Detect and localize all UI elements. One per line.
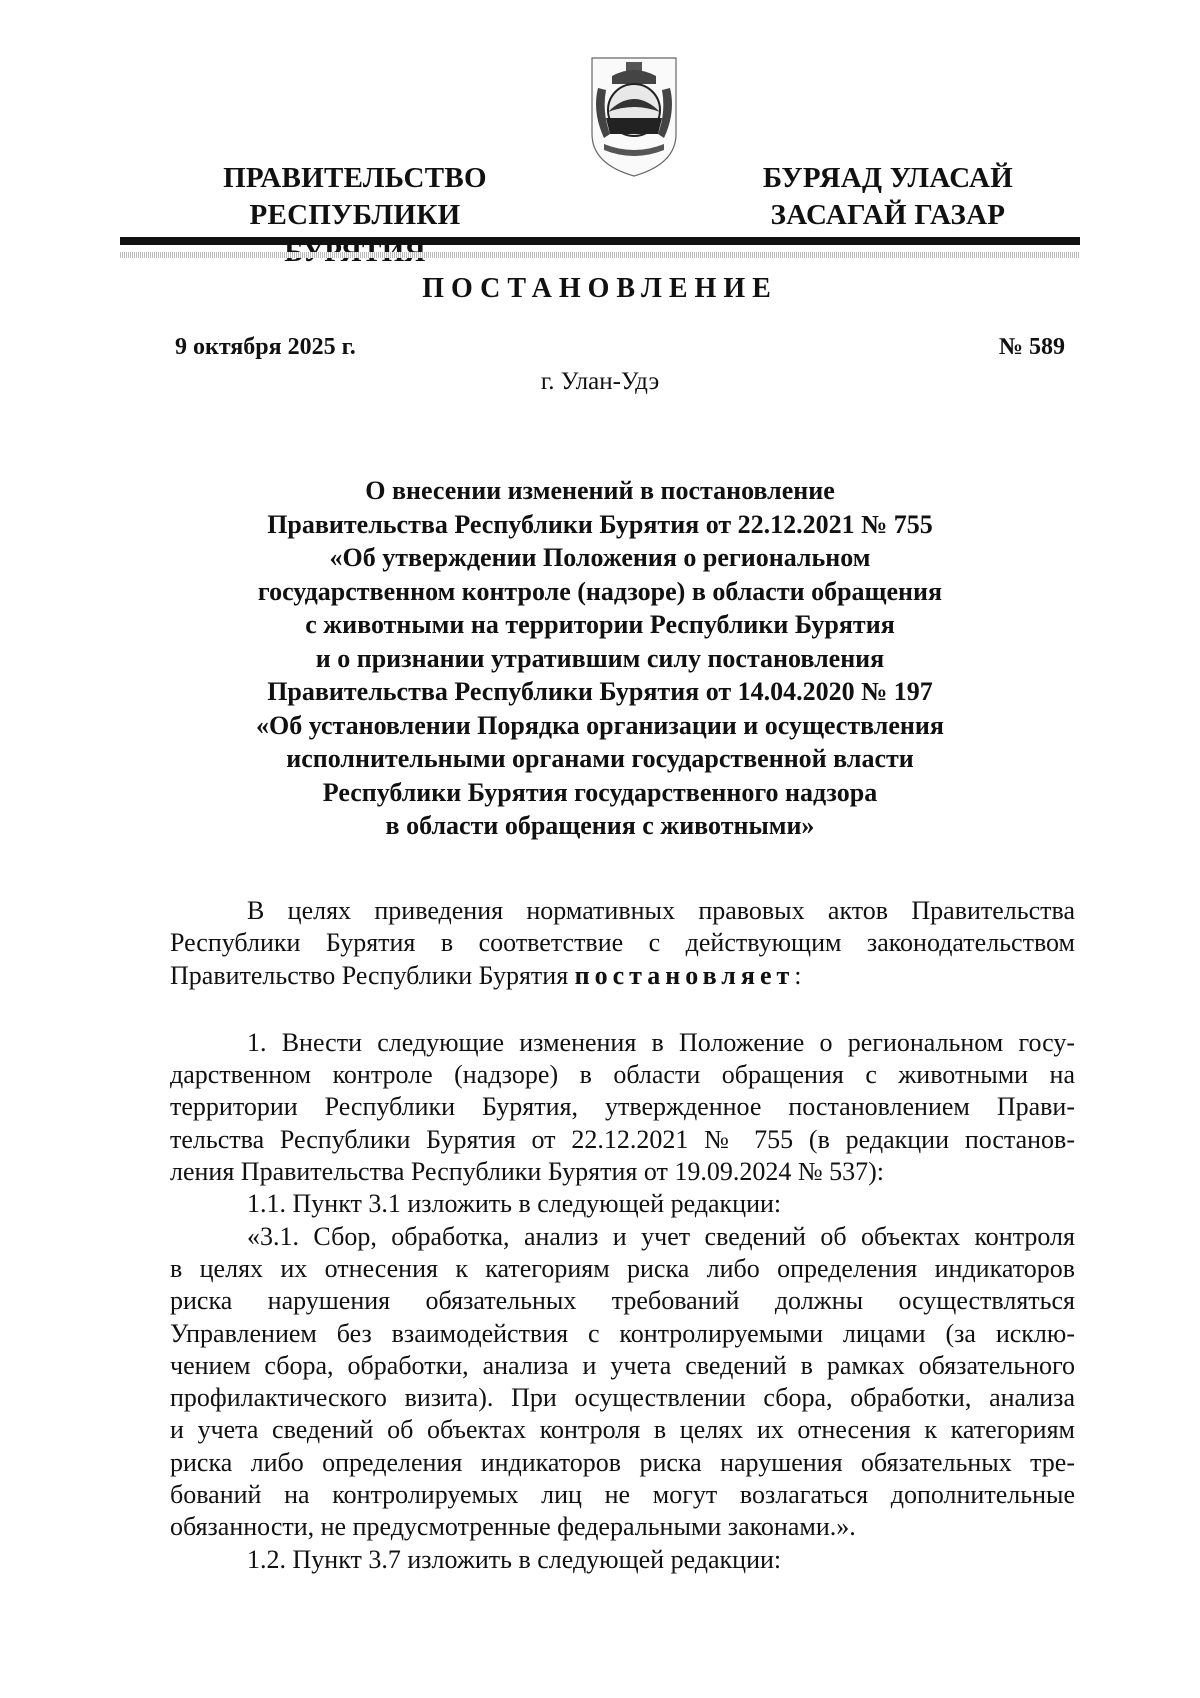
document-number: № 589 bbox=[998, 334, 1065, 360]
item-1-2: 1.2. Пункт 3.7 изложить в следующей редакции: bbox=[247, 1544, 782, 1574]
body-line bbox=[170, 960, 1075, 992]
issuer-ru-line2: РЕСПУБЛИКИ bbox=[249, 199, 461, 231]
title-line: исполнительными органами государственной власти bbox=[286, 744, 914, 773]
title-line: государственном контроле (надзоре) в области обращения bbox=[257, 576, 943, 606]
body-line: бований на контролируемых лиц не могут возлагаться дополнительные bbox=[170, 1480, 1075, 1510]
issuer-ru-line1: ПРАВИТЕЛЬСТВО bbox=[223, 162, 487, 194]
paragraph-1 bbox=[170, 1027, 1075, 1188]
document-body bbox=[170, 895, 1075, 1576]
body-line: «3.1. Сбор, обработка, анализ и учет сведений об объектах контроля bbox=[247, 1221, 1075, 1251]
title-line: «Об установлении Порядка организации и осуществления bbox=[256, 710, 944, 740]
header-divider-thick bbox=[120, 237, 1080, 245]
title-line: Правительства Республики Бурятия от 14.04.2020 № 197 bbox=[267, 677, 933, 706]
body-line: и учета сведений об объектах контроля в целях их отнесения к категориям bbox=[170, 1415, 1075, 1445]
body-line: Республики Бурятия в соответствие с действующим законодательством bbox=[170, 928, 1075, 958]
document-title bbox=[150, 474, 1050, 843]
title-line: Республики Бурятия государственного надзора bbox=[322, 777, 878, 807]
body-line: дарственном контроле (надзоре) в области обращения с животными на bbox=[170, 1060, 1075, 1090]
body-line: Управлением без взаимодействия с контролируемыми лицами (за исклю- bbox=[170, 1318, 1075, 1348]
document-type: ПОСТАНОВЛЕНИЕ bbox=[422, 273, 778, 304]
title-line: с животными на территории Республики Бурятия bbox=[305, 610, 895, 639]
body-line: в целях их отнесения к категориям риска либо определения индикаторов bbox=[170, 1253, 1075, 1283]
body-line: 1. Внести следующие изменения в Положение о региональном госу- bbox=[247, 1027, 1075, 1057]
issuer-bua-line2: ЗАСАГАЙ ГАЗАР bbox=[770, 199, 1006, 231]
title-line: Правительства Республики Бурятия от 22.12.2021 № 755 bbox=[267, 509, 933, 539]
title-line: и о признании утратившим силу постановления bbox=[315, 643, 885, 673]
body-line: В целях приведения нормативных правовых актов Правительства bbox=[247, 896, 1075, 925]
paragraph-gap bbox=[170, 992, 1075, 1027]
body-line: обязанности, не предусмотренные федеральными законами.». bbox=[170, 1512, 856, 1542]
resolves-word: постановляет bbox=[574, 960, 795, 990]
body-line: чением сбора, обработки, анализа и учета сведений в рамках обязательного bbox=[170, 1350, 1075, 1380]
title-line: О внесении изменений в постановление bbox=[365, 476, 835, 505]
document-city: г. Улан-Удэ bbox=[540, 368, 660, 395]
preamble-paragraph bbox=[170, 895, 1075, 992]
body-line: территории Республики Бурятия, утвержденное постановлением Прави- bbox=[170, 1092, 1075, 1122]
body-line: риска нарушения обязательных требований должны осуществляться bbox=[170, 1286, 1075, 1316]
quoted-clause-3-1 bbox=[170, 1221, 1075, 1544]
issuer-name-buryat bbox=[738, 160, 1038, 234]
body-line: тельства Республики Бурятия от 22.12.2021 № 755 (в редакции постанов- bbox=[170, 1124, 1075, 1154]
body-line: риска либо определения индикаторов риска нарушения обязательных тре- bbox=[170, 1447, 1075, 1477]
header-divider-thin bbox=[120, 252, 1080, 258]
preamble-suffix: : bbox=[794, 960, 802, 990]
preamble-prefix: Правительство Республики Бурятия bbox=[170, 960, 575, 990]
body-line: профилактического визита). При осуществлении сбора, обработки, анализа bbox=[170, 1383, 1075, 1413]
coat-of-arms-icon bbox=[583, 52, 685, 182]
issuer-bua-line1: БУРЯАД УЛАСАЙ bbox=[762, 162, 1014, 194]
document-date: 9 октября 2025 г. bbox=[175, 334, 356, 360]
body-line: ления Правительства Республики Бурятия от 19.09.2024 № 537): bbox=[170, 1157, 885, 1187]
title-line: «Об утверждении Положения о региональном bbox=[329, 543, 871, 572]
title-line: в области обращения с животными» bbox=[385, 811, 815, 840]
item-1-1: 1.1. Пункт 3.1 изложить в следующей редакции: bbox=[247, 1189, 782, 1219]
